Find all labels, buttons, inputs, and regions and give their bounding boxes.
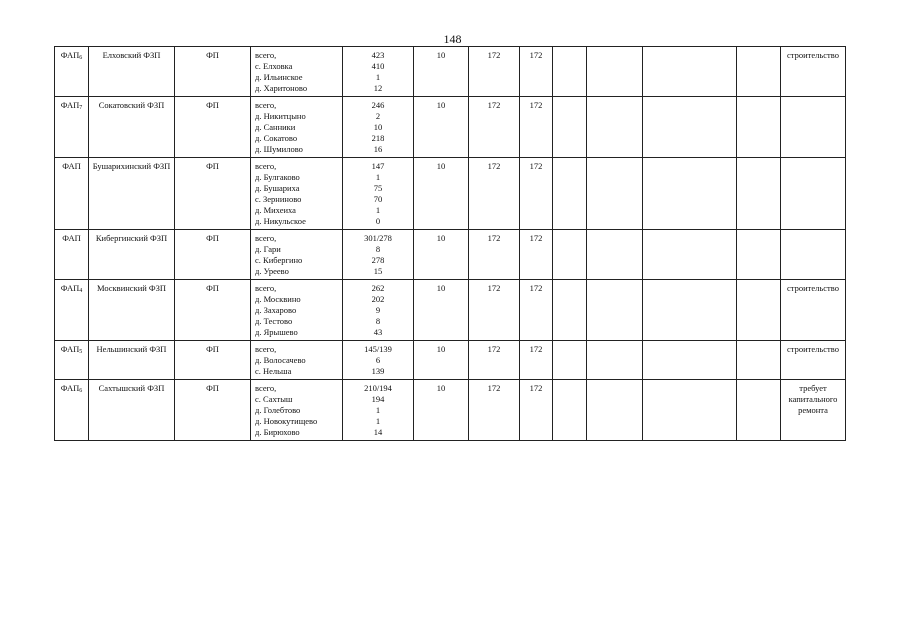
table-body [55,47,846,441]
empty-cell [643,230,737,280]
facility-kind-cell [175,380,251,441]
facility-type-index: 4 [79,288,83,294]
empty-cell [737,230,781,280]
population-value: 1 [375,405,381,415]
facility-name-cell [89,158,175,230]
value-1: 10 [436,283,446,293]
settlement-name: д. Ярышево [255,327,298,337]
population-value: 16 [373,144,383,154]
empty-cell [737,158,781,230]
empty-cell [737,97,781,158]
facility-kind-cell [175,158,251,230]
settlement-name: всего, [255,383,277,393]
population-value: 410 [371,61,385,71]
population-value: 262 [371,283,385,293]
value-cell-2 [469,341,520,380]
value-cell-1 [414,230,469,280]
population-cell [343,97,414,158]
facility-kind: ФП [206,383,219,393]
population-cell [343,230,414,280]
facility-kind-cell [175,47,251,97]
settlements-cell [251,97,343,158]
empty-cell [643,47,737,97]
facility-name: Сокатовский ФЗП [98,100,165,110]
value-cell-3 [520,230,553,280]
population-cell [343,158,414,230]
population-value: 6 [375,355,381,365]
facility-name-cell [89,97,175,158]
value-3: 172 [529,50,543,60]
value-cell-2 [469,158,520,230]
empty-cell [587,230,643,280]
value-cell-3 [520,97,553,158]
population-cell [343,280,414,341]
facility-name-cell [89,280,175,341]
facility-type: ФАП [60,100,80,110]
facility-kind-cell [175,97,251,158]
value-cell-3 [520,341,553,380]
facility-type-cell [55,341,89,380]
population-value: 8 [375,244,381,254]
population-value: 12 [373,83,383,93]
value-3: 172 [529,100,543,110]
empty-cell [737,280,781,341]
settlement-name: с. Елховка [255,61,293,71]
settlement-name: д. Захарово [255,305,297,315]
value-3: 172 [529,383,543,393]
value-2: 172 [487,233,501,243]
facility-kind-cell [175,230,251,280]
facility-name: Нельшинский ФЗП [96,344,167,354]
value-cell-2 [469,380,520,441]
population-value: 8 [375,316,381,326]
empty-cell [553,341,587,380]
empty-cell [553,380,587,441]
table-row [55,341,846,380]
value-1: 10 [436,100,446,110]
population-value: 1 [375,416,381,426]
value-cell-3 [520,380,553,441]
empty-cell [643,380,737,441]
facility-kind: ФП [206,344,219,354]
table-row [55,280,846,341]
empty-cell [643,341,737,380]
settlement-name: д. Бушариха [255,183,300,193]
value-3: 172 [529,233,543,243]
facility-type-cell [55,230,89,280]
facility-type-index: 5 [79,349,83,355]
settlement-name: д. Москвино [255,294,301,304]
settlement-name: д. Михеиха [255,205,296,215]
population-value: 1 [375,72,381,82]
empty-cell [587,280,643,341]
facility-name: Елховский ФЗП [102,50,161,60]
value-3: 172 [529,344,543,354]
value-2: 172 [487,50,501,60]
facility-name-cell [89,47,175,97]
value-cell-1 [414,341,469,380]
value-3: 172 [529,283,543,293]
empty-cell [553,97,587,158]
facility-name-cell [89,380,175,441]
facility-type: ФАП [60,383,80,393]
facility-name-cell [89,341,175,380]
population-value: 1 [375,172,381,182]
settlement-name: д. Булгаково [255,172,300,182]
facility-name: Москвинский ФЗП [96,283,167,293]
value-cell-2 [469,47,520,97]
facility-kind: ФП [206,50,219,60]
empty-cell [737,380,781,441]
population-value: 70 [373,194,383,204]
value-cell-1 [414,280,469,341]
empty-cell [587,158,643,230]
empty-cell [587,341,643,380]
settlement-name: с. Нельша [255,366,292,376]
settlement-name: д. Волосачево [255,355,306,365]
facility-type: ФАП [62,161,81,171]
empty-cell [553,47,587,97]
settlement-name: с. Зерниново [255,194,302,204]
population-value: 202 [371,294,385,304]
value-cell-1 [414,380,469,441]
table-row [55,97,846,158]
facility-name-cell [89,230,175,280]
note-cell [781,158,846,230]
empty-cell [553,280,587,341]
note-cell [781,47,846,97]
facility-type-cell [55,97,89,158]
facility-kind-cell [175,341,251,380]
value-1: 10 [436,161,446,171]
population-value: 43 [373,327,383,337]
settlements-cell [251,380,343,441]
facility-kind: ФП [206,283,219,293]
settlement-name: всего, [255,50,277,60]
population-value: 9 [375,305,381,315]
population-cell [343,47,414,97]
settlement-name: д. Уреево [255,266,289,276]
settlement-name: всего, [255,283,277,293]
facility-kind: ФП [206,161,219,171]
settlement-name: всего, [255,161,277,171]
settlement-name: д. Голебтово [255,405,301,415]
population-value: 194 [371,394,385,404]
empty-cell [643,97,737,158]
facility-name: Сахтышский ФЗП [98,383,165,393]
empty-cell [587,380,643,441]
value-2: 172 [487,283,501,293]
population-value: 301/278 [364,233,392,243]
facility-type: ФАП [60,50,80,60]
settlements-cell [251,341,343,380]
settlement-name: всего, [255,100,277,110]
empty-cell [737,341,781,380]
value-cell-2 [469,280,520,341]
note-text: требует капитального ремонта [788,383,838,415]
settlement-name: д. Санники [255,122,296,132]
empty-cell [643,158,737,230]
population-value: 423 [371,50,385,60]
table-row [55,158,846,230]
note-text: строительство [787,344,839,354]
settlement-name: д. Новокутищево [255,416,318,426]
facility-type: ФАП [60,344,80,354]
empty-cell [587,97,643,158]
note-cell [781,97,846,158]
value-cell-2 [469,97,520,158]
population-cell [343,380,414,441]
note-cell [781,380,846,441]
page-number: 148 [443,32,462,46]
value-2: 172 [487,161,501,171]
population-value: 15 [373,266,383,276]
settlement-name: д. Ильинское [255,72,303,82]
population-value: 278 [371,255,385,265]
value-1: 10 [436,344,446,354]
settlement-name: всего, [255,344,277,354]
population-value: 75 [373,183,383,193]
settlement-name: д. Шумилово [255,144,303,154]
population-value: 147 [371,161,385,171]
population-value: 246 [371,100,385,110]
facility-type-cell [55,380,89,441]
facility-kind: ФП [206,100,219,110]
value-2: 172 [487,344,501,354]
note-cell [781,280,846,341]
settlement-name: д. Сокатово [255,133,298,143]
settlement-name: с. Сахтыш [255,394,293,404]
population-value: 1 [375,205,381,215]
population-value: 218 [371,133,385,143]
population-value: 139 [371,366,385,376]
empty-cell [553,230,587,280]
table-row [55,47,846,97]
facility-name: Бушарихинский ФЗП [92,161,171,171]
empty-cell [737,47,781,97]
settlement-name: д. Никитцыно [255,111,306,121]
facility-type-index: 6 [79,55,83,61]
population-cell [343,341,414,380]
facility-kind-cell [175,280,251,341]
value-cell-1 [414,158,469,230]
facility-name: Кибергинский ФЗП [95,233,168,243]
facility-type-index: 7 [79,105,83,111]
facilities-table [54,46,846,441]
population-value: 2 [375,111,381,121]
note-cell [781,341,846,380]
settlement-name: д. Никульское [255,216,306,226]
value-1: 10 [436,233,446,243]
table-row [55,230,846,280]
facility-type-index: 6 [79,388,83,394]
facility-type-cell [55,158,89,230]
settlements-cell [251,280,343,341]
value-cell-2 [469,230,520,280]
population-value: 10 [373,122,383,132]
facility-type-cell [55,280,89,341]
note-text: строительство [787,283,839,293]
facility-type: ФАП [60,283,80,293]
empty-cell [587,47,643,97]
value-2: 172 [487,383,501,393]
value-1: 10 [436,383,446,393]
value-cell-3 [520,280,553,341]
value-2: 172 [487,100,501,110]
settlement-name: д. Тестово [255,316,293,326]
value-cell-1 [414,97,469,158]
settlement-name: д. Бирюхово [255,427,300,437]
empty-cell [553,158,587,230]
facility-type-cell [55,47,89,97]
empty-cell [643,280,737,341]
facility-kind: ФП [206,233,219,243]
facility-type: ФАП [62,233,81,243]
settlement-name: всего, [255,233,277,243]
settlements-cell [251,230,343,280]
value-cell-3 [520,158,553,230]
value-cell-1 [414,47,469,97]
value-1: 10 [436,50,446,60]
value-3: 172 [529,161,543,171]
note-cell [781,230,846,280]
table-row [55,380,846,441]
population-value: 14 [373,427,383,437]
population-value: 210/194 [364,383,392,393]
population-value: 0 [375,216,381,226]
note-text: строительство [787,50,839,60]
settlements-cell [251,158,343,230]
settlement-name: д. Гари [255,244,281,254]
settlement-name: д. Харитоново [255,83,308,93]
population-value: 145/139 [364,344,392,354]
value-cell-3 [520,47,553,97]
settlements-cell [251,47,343,97]
settlement-name: с. Кибергино [255,255,303,265]
